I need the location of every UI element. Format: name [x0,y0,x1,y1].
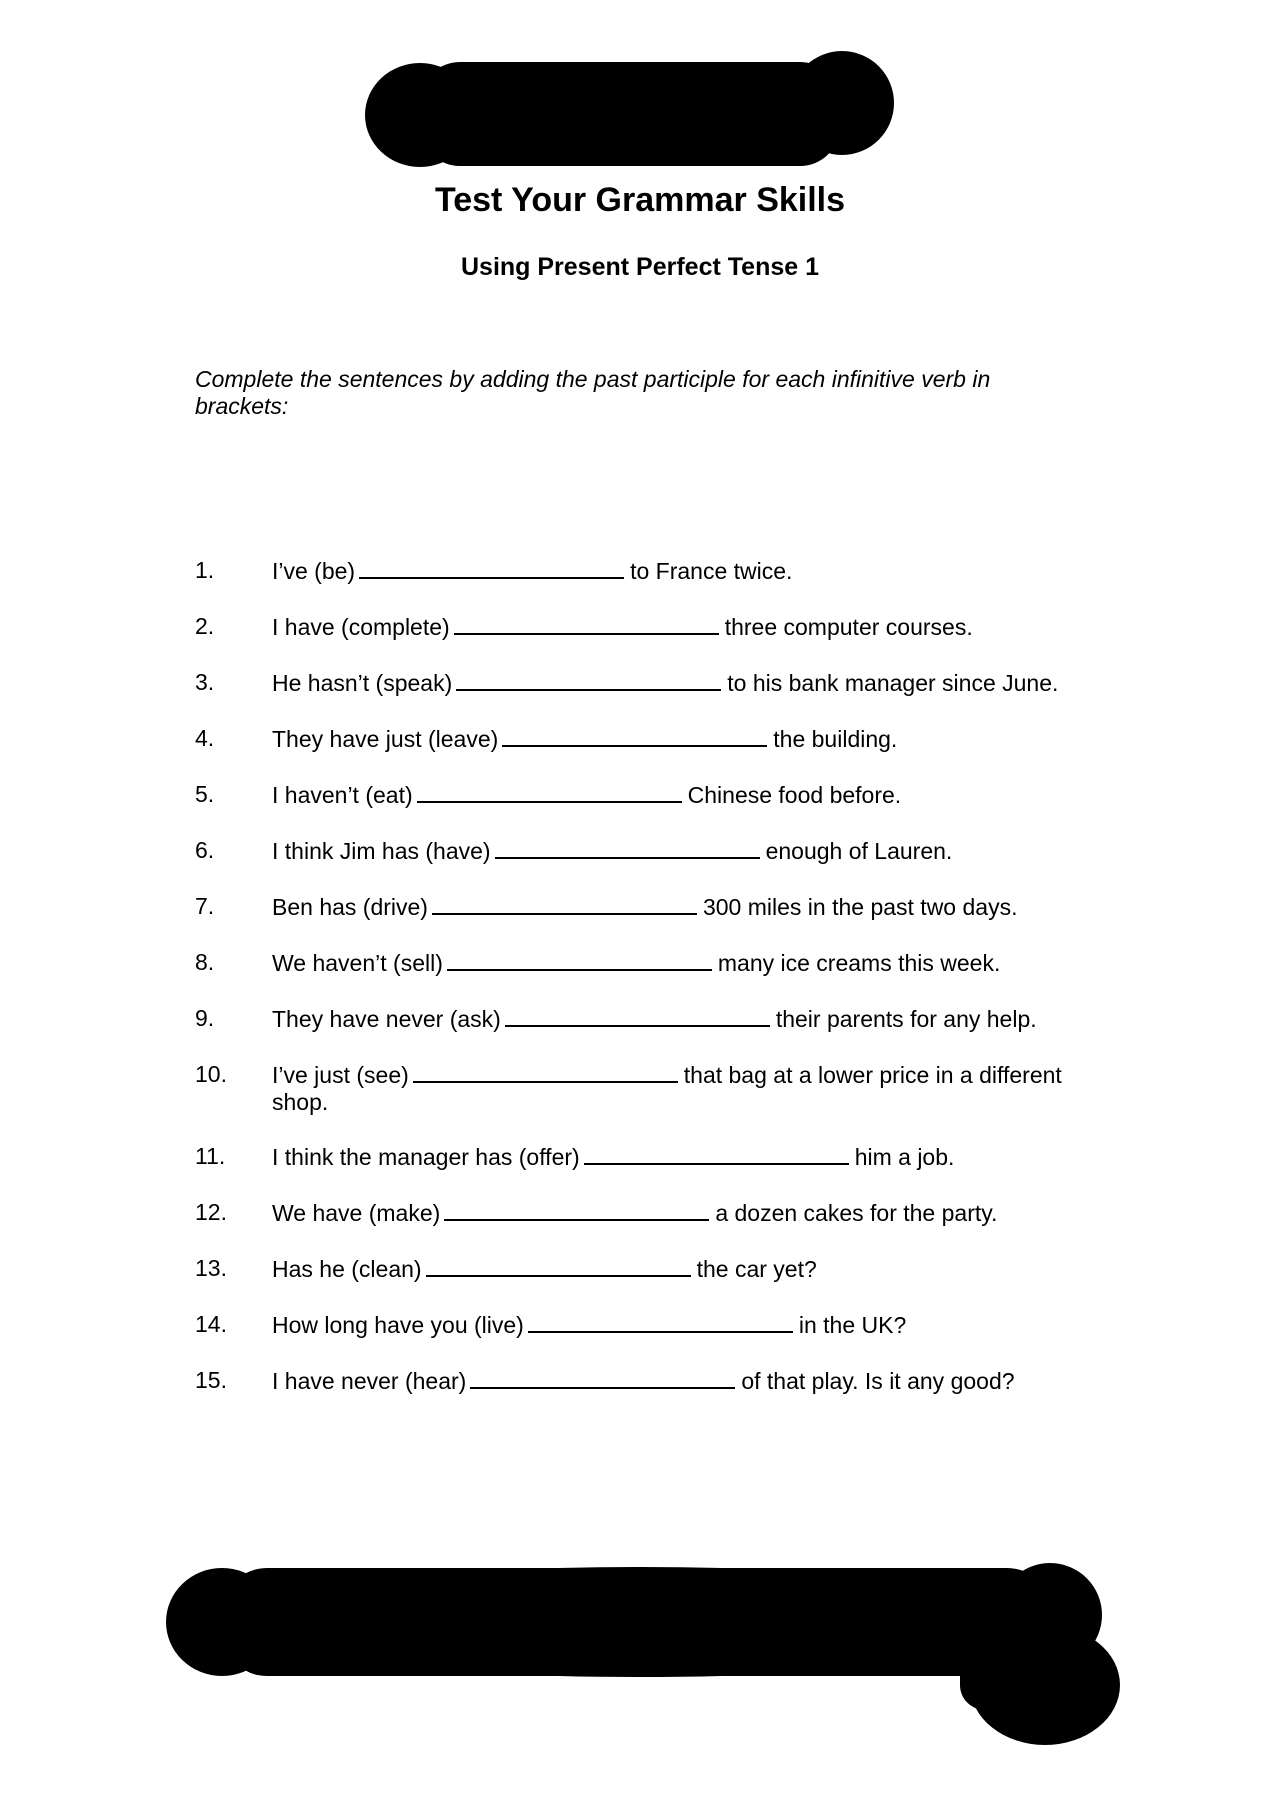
exercise-item [195,837,1095,865]
exercise-text-before: How long have you (live) [272,1312,524,1338]
exercise-number: 9. [195,1005,215,1031]
answer-blank[interactable] [470,1367,735,1389]
exercise-number: 5. [195,781,215,807]
exercise-item [195,1005,1095,1033]
exercise-list [195,557,1095,1423]
exercise-number: 11. [195,1143,226,1169]
exercise-text-after: Chinese food before. [687,782,902,808]
exercise-text-before: I have never (hear) [272,1368,467,1394]
header-redaction [365,51,894,167]
exercise-text-before: We have (make) [272,1200,441,1226]
exercise-text-after: enough of Lauren. [765,838,953,864]
answer-blank[interactable] [359,557,624,579]
exercise-text-before: I’ve (be) [272,558,356,584]
answer-blank[interactable] [505,1005,770,1027]
exercise-text-before: They have just (leave) [272,726,499,752]
exercise-text-after: many ice creams this week. [717,950,1001,976]
exercise-text-before: Ben has (drive) [272,894,428,920]
instructions: Complete the sentences by adding the past participle for each infinitive verb in brackets: [195,366,991,419]
exercise-text-after: him a job. [854,1144,955,1170]
answer-blank[interactable] [456,669,721,691]
exercise-number: 8. [195,949,215,975]
exercise-item [195,613,1095,641]
answer-blank[interactable] [426,1255,691,1277]
exercise-item [195,1061,1095,1116]
page-subtitle: Using Present Perfect Tense 1 [460,253,819,281]
exercise-text-before: I think Jim has (have) [272,838,491,864]
exercise-text-after: 300 miles in the past two days. [702,894,1018,920]
answer-blank[interactable] [584,1143,849,1165]
answer-blank[interactable] [502,725,767,747]
exercise-text-after: the car yet? [696,1256,817,1282]
exercise-text-before: I haven’t (eat) [272,782,413,808]
exercise-number: 12. [195,1199,227,1225]
answer-blank[interactable] [417,781,682,803]
exercise-text-after: the building. [773,726,898,752]
exercise-item [195,669,1095,697]
exercise-item [195,781,1095,809]
answer-blank[interactable] [447,949,712,971]
answer-blank[interactable] [495,837,760,859]
exercise-text-after: to France twice. [630,558,793,584]
exercise-text-before: I have (complete) [272,614,450,640]
answer-blank[interactable] [454,613,719,635]
exercise-text-before: We haven’t (sell) [272,950,443,976]
exercise-number: 14. [195,1311,227,1337]
exercise-text-before: They have never (ask) [272,1006,501,1032]
exercise-text-after: in the UK? [798,1312,907,1338]
exercise-item [195,893,1095,921]
answer-blank[interactable] [528,1311,793,1333]
exercise-number: 3. [195,669,215,695]
exercise-item [195,725,1095,753]
exercise-text-before: He hasn’t (speak) [272,670,453,696]
answer-blank[interactable] [413,1061,678,1083]
exercise-text-before: Has he (clean) [272,1256,422,1282]
exercise-number: 6. [195,837,215,863]
exercise-item [195,1255,1095,1283]
exercise-text-before: I’ve just (see) [272,1062,409,1088]
exercise-text-after: of that play. Is it any good? [741,1368,1015,1394]
exercise-text-before: I think the manager has (offer) [272,1144,580,1170]
answer-blank[interactable] [432,893,697,915]
exercise-item [195,949,1095,977]
exercise-item [195,1143,1095,1171]
exercise-number: 13. [195,1255,227,1281]
exercise-number: 7. [195,893,215,919]
footer-redaction [166,1563,1120,1745]
exercise-number: 10. [195,1061,227,1087]
exercise-number: 4. [195,725,215,751]
answer-blank[interactable] [444,1199,709,1221]
exercise-item [195,1311,1095,1339]
exercise-item [195,1199,1095,1227]
exercise-item [195,557,1095,585]
exercise-text-after: their parents for any help. [775,1006,1037,1032]
exercise-item [195,1367,1095,1395]
exercise-text-after: three computer courses. [724,614,973,640]
exercise-number: 2. [195,613,215,639]
page-title: Test Your Grammar Skills [434,181,846,219]
exercise-text-after: to his bank manager since June. [727,670,1059,696]
exercise-text-after: a dozen cakes for the party. [715,1200,998,1226]
exercise-number: 15. [195,1367,227,1393]
exercise-number: 1. [195,557,215,583]
exercise-text-after: that bag at a lower price in a different shop. [272,1062,1062,1115]
